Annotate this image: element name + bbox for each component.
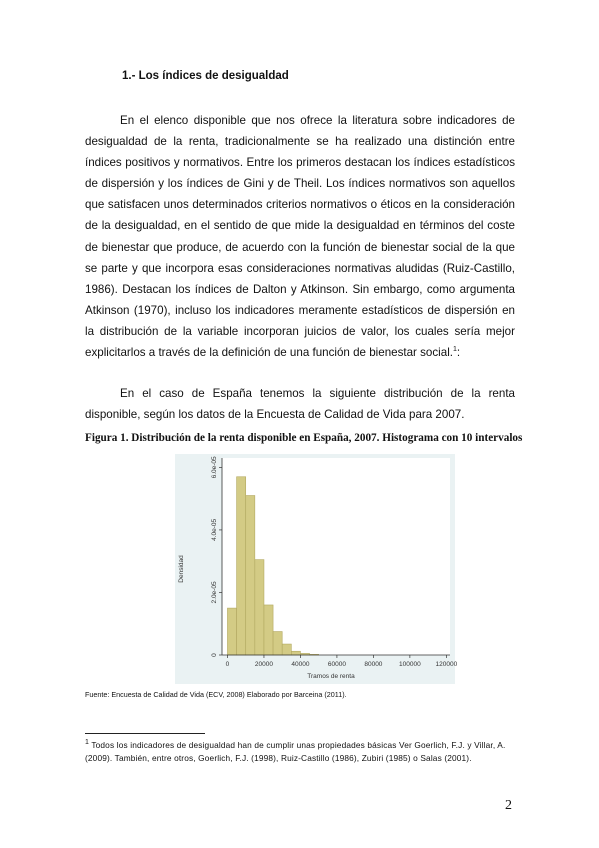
y-axis-label: Densidad — [178, 555, 185, 583]
histogram-bar — [291, 651, 300, 655]
section-heading: 1.- Los índices de desigualdad — [122, 70, 289, 82]
histogram-chart — [175, 454, 458, 684]
y-tick-label: 6.0e-05 — [211, 456, 218, 479]
histogram-bar — [237, 477, 246, 655]
histogram-bar — [264, 605, 273, 655]
histogram-bar — [273, 632, 282, 655]
source-note: Fuente: Encuesta de Calidad de Vida (ECV, 2008) Elaborado por Barceina (2011). — [85, 690, 347, 699]
x-tick-label: 0 — [225, 661, 230, 668]
x-tick-label: 120000 — [435, 661, 458, 668]
y-tick-label: 4.0e-05 — [211, 518, 218, 541]
histogram-figure — [175, 454, 458, 684]
y-tick-label: 0 — [211, 653, 218, 657]
x-tick-label: 100000 — [399, 661, 421, 668]
histogram-bar — [227, 608, 236, 655]
x-tick-label: 80000 — [364, 661, 383, 668]
figure-caption: Figura 1. Distribución de la renta disponible en España, 2007. Histograma con 10 intervalos — [85, 432, 523, 444]
page-number: 2 — [505, 798, 512, 813]
footnote-reference[interactable]: 1 — [453, 346, 457, 354]
histogram-bar — [246, 496, 255, 655]
y-tick-label: 2.0e-05 — [211, 581, 218, 604]
paragraph-2 — [85, 383, 515, 425]
x-tick-label: 60000 — [327, 661, 346, 668]
x-tick-label: 20000 — [254, 661, 273, 668]
histogram-bar — [255, 560, 264, 655]
paragraph-2-text: En el caso de España tenemos la siguiente distribución de la renta disponible, según los datos de la Encuesta de Calidad de Vida para 2007. — [85, 387, 515, 422]
paragraph-1 — [85, 110, 515, 363]
footnote-marker: 1 — [85, 739, 90, 747]
paragraph-1-tail: : — [456, 346, 461, 360]
footnote — [85, 739, 515, 765]
x-tick-label: 40000 — [291, 661, 310, 668]
footnote-divider — [85, 733, 205, 734]
paragraph-1-text: En el elenco disponible que nos ofrece la literatura sobre indicadores de desigualdad de la renta, tradicionalmente se ha realizado una distinción entre índices positivos y normativos. Entre los primeros destacan los índices estadísticos de dispersión y los índices de Gini y de Theil. Los índices normativos son aquellos que satisfacen unos determinados criterios normativos o éticos en la consideración de la desigualdad, en el sentido de que mide la desigualdad en términos del coste de bienestar que produce, de acuerdo con la función de bienestar social de la que se parte y que incorpora esas consideraciones normativas aludidas (Ruiz-Castillo, 1986). Destacan los índices de Dalton y Atkinson. Sin embargo, como argumenta Atkinson (1970), incluso los indicadores meramente estadísticos de dispersión en la distribución de la variable incorporan juicios de valor, los cuales sería mejor explicitarlos a través de la definición de una función de bienestar social. — [85, 114, 515, 360]
histogram-bar — [282, 644, 291, 655]
x-axis-label: Tramos de renta — [307, 673, 355, 680]
footnote-text: Todos los indicadores de desigualdad han de cumplir unas propiedades básicas Ver Goerlich, F.J. y Villar, A. (2009). También, entre otros, Goerlich, F.J. (1998), Ruiz-Castillo (1986), Zubiri (1985) o Salas (2001). — [85, 740, 506, 763]
